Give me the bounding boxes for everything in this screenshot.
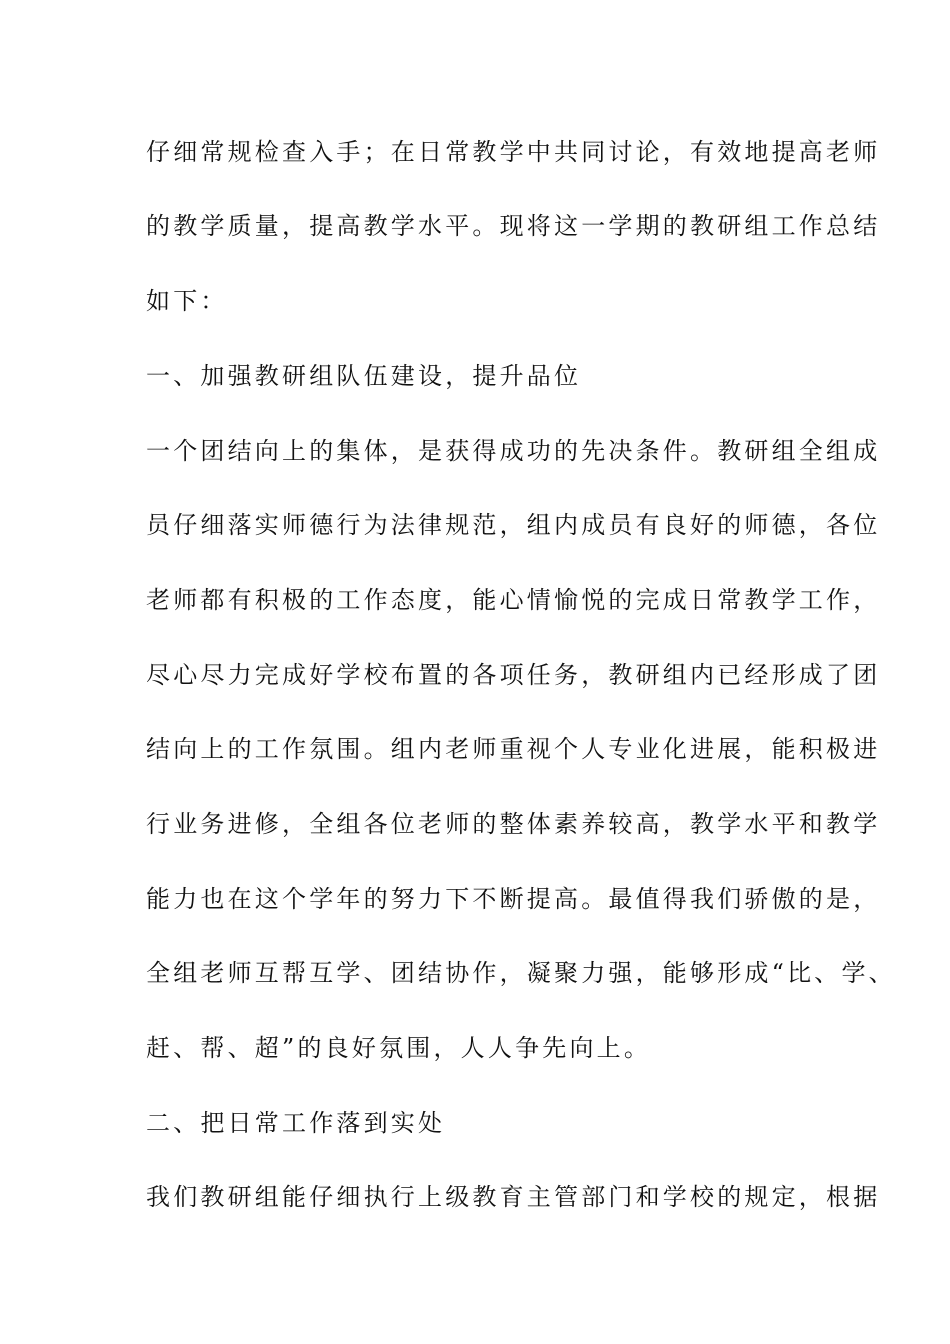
paragraph-line: 如下： <box>146 287 228 315</box>
paragraph-line: 老师都有积极的工作态度，能心情愉悦的完成日常教学工作， <box>146 586 881 614</box>
paragraph-line: 员仔细落实师德行为法律规范，组内成员有良好的师德，各位 <box>146 511 881 539</box>
paragraph-line: 全组老师互帮互学、团结协作，凝聚力强，能够形成“比、学、 <box>146 959 896 987</box>
paragraph-line: 的教学质量，提高教学水平。现将这一学期的教研组工作总结 <box>146 212 881 240</box>
paragraph-line: 赶、帮、超”的良好氛围，人人争先向上。 <box>146 1034 652 1062</box>
paragraph-line: 尽心尽力完成好学校布置的各项任务，教研组内已经形成了团 <box>146 661 881 689</box>
paragraph-line: 我们教研组能仔细执行上级教育主管部门和学校的规定，根据 <box>146 1183 881 1211</box>
paragraph-line: 行业务进修，全组各位老师的整体素养较高，教学水平和教学 <box>146 810 881 838</box>
paragraph-line: 能力也在这个学年的努力下不断提高。最值得我们骄傲的是， <box>146 885 881 913</box>
section-heading-1: 一、加强教研组队伍建设，提升品位 <box>146 362 582 390</box>
section-heading-2: 二、把日常工作落到实处 <box>146 1109 446 1137</box>
paragraph-line: 仔细常规检查入手；在日常教学中共同讨论，有效地提高老师 <box>146 138 881 166</box>
paragraph-line: 结向上的工作氛围。组内老师重视个人专业化进展，能积极进 <box>146 735 881 763</box>
paragraph-line: 一个团结向上的集体，是获得成功的先决条件。教研组全组成 <box>146 437 881 465</box>
